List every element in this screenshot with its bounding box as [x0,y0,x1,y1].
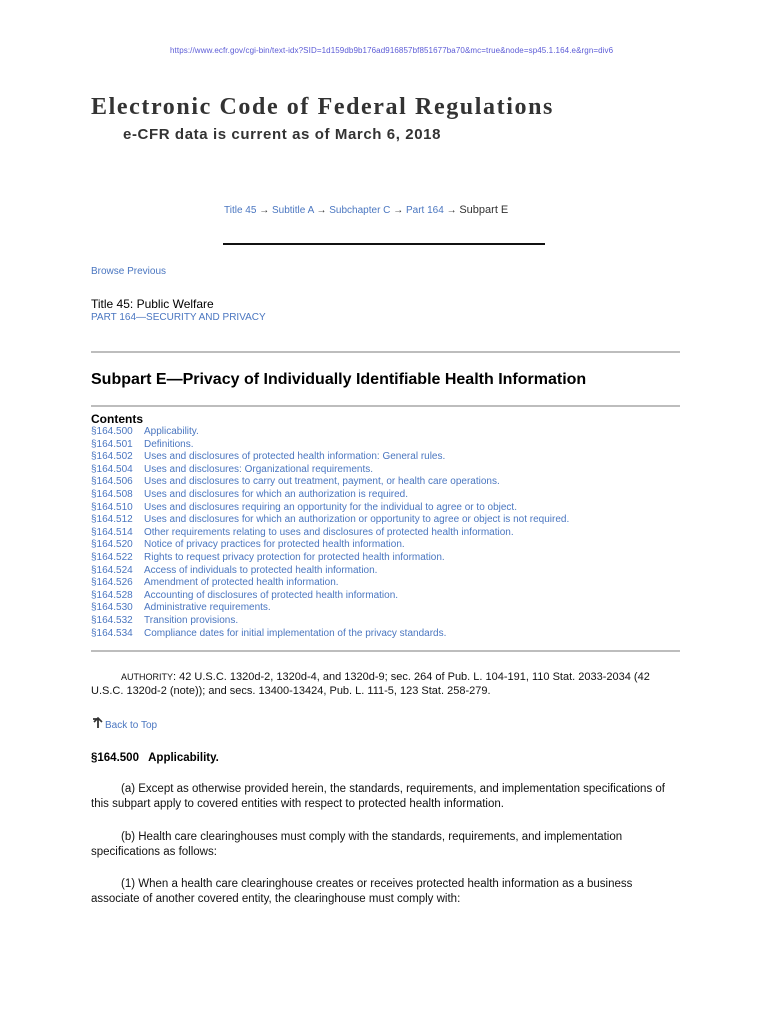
contents-section-number: §164.530 [91,602,133,614]
contents-section-title: Transition provisions. [144,614,239,626]
contents-section-number: §164.502 [91,451,133,463]
back-to-top-link[interactable] [91,717,157,731]
contents-item[interactable] [91,489,569,502]
contents-item[interactable] [91,439,569,452]
section-heading: §164.500 Applicability. [91,752,219,764]
breadcrumb-subchapter-c[interactable]: Subchapter C [329,205,391,216]
contents-item[interactable] [91,590,569,603]
contents-section-number: §164.514 [91,526,133,538]
contents-item[interactable] [91,602,569,615]
contents-section-number: §164.506 [91,476,133,488]
breadcrumb [224,204,508,216]
contents-section-title: Uses and disclosures requiring an opportunity for the individual to agree or to object. [144,501,517,513]
contents-list [91,426,569,640]
contents-section-title: Compliance dates for initial implementation of the privacy standards. [144,627,447,639]
contents-section-title: Notice of privacy practices for protected health information. [144,539,405,551]
authority-label: AUTHORITY [121,672,174,682]
contents-item[interactable] [91,615,569,628]
divider [91,405,680,407]
site-title: Electronic Code of Federal Regulations [91,94,554,120]
contents-section-number: §164.510 [91,501,133,513]
contents-section-title: Uses and disclosures for which an authorization is required. [144,488,409,500]
contents-item[interactable] [91,514,569,527]
contents-section-number: §164.532 [91,614,133,626]
contents-section-title: Amendment of protected health information. [144,577,339,589]
arrow-right-icon: → [316,205,327,216]
breadcrumb-part-164[interactable]: Part 164 [405,205,444,216]
contents-section-number: §164.534 [91,627,133,639]
part-link[interactable]: PART 164—SECURITY AND PRIVACY [91,312,266,323]
contents-section-title: Definitions. [144,438,194,450]
data-currency-notice: e-CFR data is current as of March 6, 2018 [123,126,442,143]
contents-section-title: Accounting of disclosures of protected health information. [144,589,399,601]
authority-text: 42 U.S.C. 1320d-2, 1320d-4, and 1320d-9; sec. 264 of Pub. L. 104-191, 110 Stat. 2033-2034 (42 U.S.C. 1320d-2 (note)); and secs. 13400-13424, Pub. L. 111-5, 123 Stat. 258-279. [91,671,650,697]
contents-section-title: Access of individuals to protected health information. [144,564,378,576]
contents-section-title: Uses and disclosures to carry out treatment, payment, or health care operations. [144,476,500,488]
contents-item[interactable] [91,527,569,540]
breadcrumb-current: Subpart E [459,204,509,216]
contents-item[interactable] [91,426,569,439]
page-url: https://www.ecfr.gov/cgi-bin/text-idx?SID=1d159db9b176ad916857bf851677ba70&mc=true&node=sp45.1.164.e&rgn=div6 [170,46,614,55]
contents-section-title: Administrative requirements. [144,602,271,614]
contents-section-title: Uses and disclosures for which an authorization or opportunity to agree or object is not required. [144,514,570,526]
contents-section-number: §164.528 [91,589,133,601]
contents-section-title: Uses and disclosures of protected health information: General rules. [144,451,446,463]
contents-section-number: §164.526 [91,577,133,589]
contents-item[interactable] [91,565,569,578]
contents-section-title: Other requirements relating to uses and disclosures of protected health information. [144,526,514,538]
contents-section-number: §164.512 [91,514,133,526]
contents-item[interactable] [91,628,569,641]
arrow-right-icon: → [393,205,404,216]
contents-item[interactable] [91,552,569,565]
contents-section-title: Applicability. [144,426,199,437]
contents-section-number: §164.522 [91,551,133,563]
arrow-right-icon: → [446,205,457,216]
paragraph-b: (b) Health care clearinghouses must comply with the standards, requirements, and implementation specifications as follows: [91,831,623,858]
contents-section-title: Uses and disclosures: Organizational requirements. [144,463,373,475]
divider [223,243,545,245]
back-to-top-icon [91,717,103,729]
authority-note: AUTHORITY: 42 U.S.C. 1320d-2, 1320d-4, and 1320d-9; sec. 264 of Pub. L. 104-191, 110 Stat. 2033-2034 (42 U.S.C. 1320d-2 (note)); and secs. 13400-13424, Pub. L. 111-5, 123 Stat. 258-279. [91,671,650,697]
contents-section-number: §164.524 [91,564,133,576]
contents-item[interactable] [91,476,569,489]
arrow-right-icon: → [259,205,270,216]
contents-item[interactable] [91,577,569,590]
back-to-top-label: Back to Top [105,720,158,731]
browse-previous-link[interactable]: Browse Previous [91,266,167,277]
contents-section-number: §164.520 [91,539,133,551]
contents-section-number: §164.501 [91,438,133,450]
contents-label: Contents [91,412,143,426]
breadcrumb-subtitle-a[interactable]: Subtitle A [271,205,314,216]
contents-item[interactable] [91,451,569,464]
contents-item[interactable] [91,539,569,552]
contents-section-number: §164.508 [91,488,133,500]
title-heading: Title 45: Public Welfare [91,297,214,311]
breadcrumb-title-45[interactable]: Title 45 [224,205,257,216]
divider [91,650,680,652]
paragraph-b1: (1) When a health care clearinghouse creates or receives protected health information as a business associate of another covered entity, the clearinghouse must comply with: [91,878,633,905]
contents-item[interactable] [91,502,569,515]
contents-section-number: §164.504 [91,463,133,475]
contents-item[interactable] [91,464,569,477]
paragraph-a: (a) Except as otherwise provided herein, the standards, requirements, and implementation specifications of this subpart apply to covered entities with respect to protected health information. [91,783,665,810]
divider [91,351,680,353]
subpart-heading: Subpart E—Privacy of Individually Identifiable Health Information [91,371,587,388]
contents-section-number: §164.500 [91,426,133,437]
contents-section-title: Rights to request privacy protection for protected health information. [144,551,445,563]
